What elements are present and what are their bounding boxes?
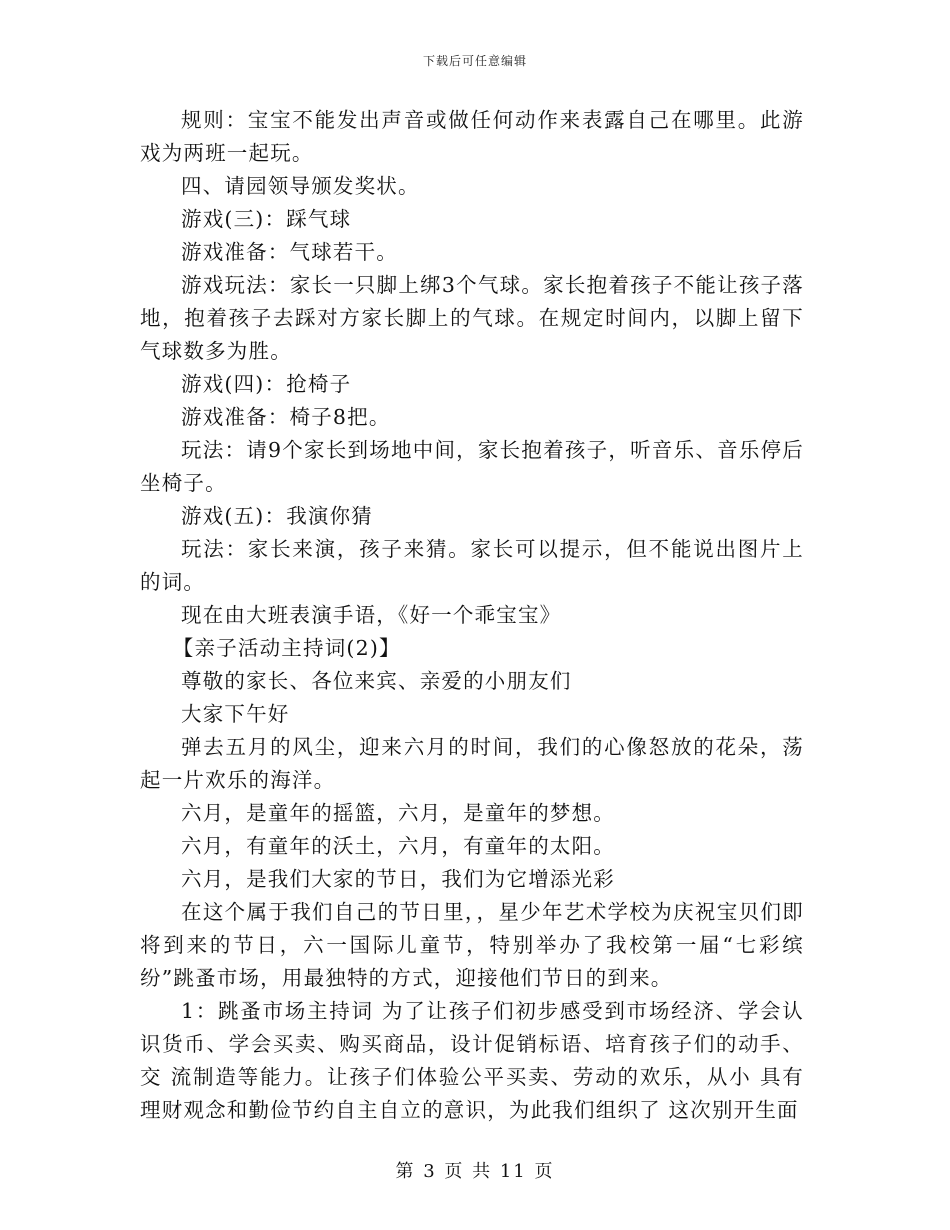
page-number: 第 3 页 共 11 页: [395, 1161, 555, 1182]
paragraph: 游戏准备：椅子8把。: [181, 405, 391, 429]
paragraph: 弹去五月的风尘，迎来六月的时间，我们的心像怒放的花朵，荡起一片欢乐的海洋。: [140, 735, 804, 792]
paragraph: 尊敬的家长、各位来宾、亲爱的小朋友们: [181, 669, 572, 693]
paragraph: 六月，是我们大家的节日，我们为它增添光彩: [181, 867, 615, 891]
page-header-note: 下载后可任意编辑: [422, 54, 527, 68]
paragraph: 游戏(三)：踩气球: [181, 207, 352, 231]
paragraph: 游戏(五)：我演你猜: [181, 504, 373, 528]
document-body: [140, 104, 804, 1127]
paragraph: 现在由大班表演手语，《好一个乖宝宝》: [181, 603, 562, 627]
paragraph: 大家下午好: [181, 702, 290, 726]
paragraph: 游戏准备：气球若干。: [181, 240, 398, 264]
paragraph: 规则：宝宝不能发出声音或做任何动作来表露自己在哪里。此游戏为两班一起玩。: [140, 108, 804, 165]
paragraph: 在这个属于我们自己的节日里，，星少年艺术学校为庆祝宝贝们即将到来的节日，六一国际儿童节，特别举办了我校第一届“七彩缤纷”跳蚤市场，用最独特的方式，迎接他们节日的到来。: [140, 900, 804, 990]
paragraph: 玩法：请9个家长到场地中间，家长抱着孩子，听音乐、音乐停后坐椅子。: [140, 438, 804, 495]
paragraph: 游戏(四)：抢椅子: [181, 372, 352, 396]
paragraph: 游戏玩法：家长一只脚上绑3个气球。家长抱着孩子不能让孩子落地，抱着孩子去踩对方家长脚上的气球。在规定时间内，以脚上留下气球数多为胜。: [140, 273, 804, 363]
section-heading: 【亲子活动主持词(2)】: [172, 636, 401, 660]
paragraph: 1：跳蚤市场主持词 为了让孩子们初步感受到市场经济、学会认识货币、学会买卖、购买商品，设计促销标语、培育孩子们的动手、交 流制造等能力。让孩子们体验公平买卖、劳动的欢乐，从小 具有理财观念和勤俭节约自主自立的意识，为此我们组织了 这次别开生面: [140, 999, 804, 1122]
paragraph: 玩法：家长来演，孩子来猜。家长可以提示，但不能说出图片上的词。: [140, 537, 804, 594]
paragraph: 四、请园领导颁发奖状。: [181, 174, 420, 198]
paragraph: 六月，有童年的沃土，六月，有童年的太阳。: [181, 834, 615, 858]
paragraph: 六月，是童年的摇篮，六月，是童年的梦想。: [181, 801, 615, 825]
